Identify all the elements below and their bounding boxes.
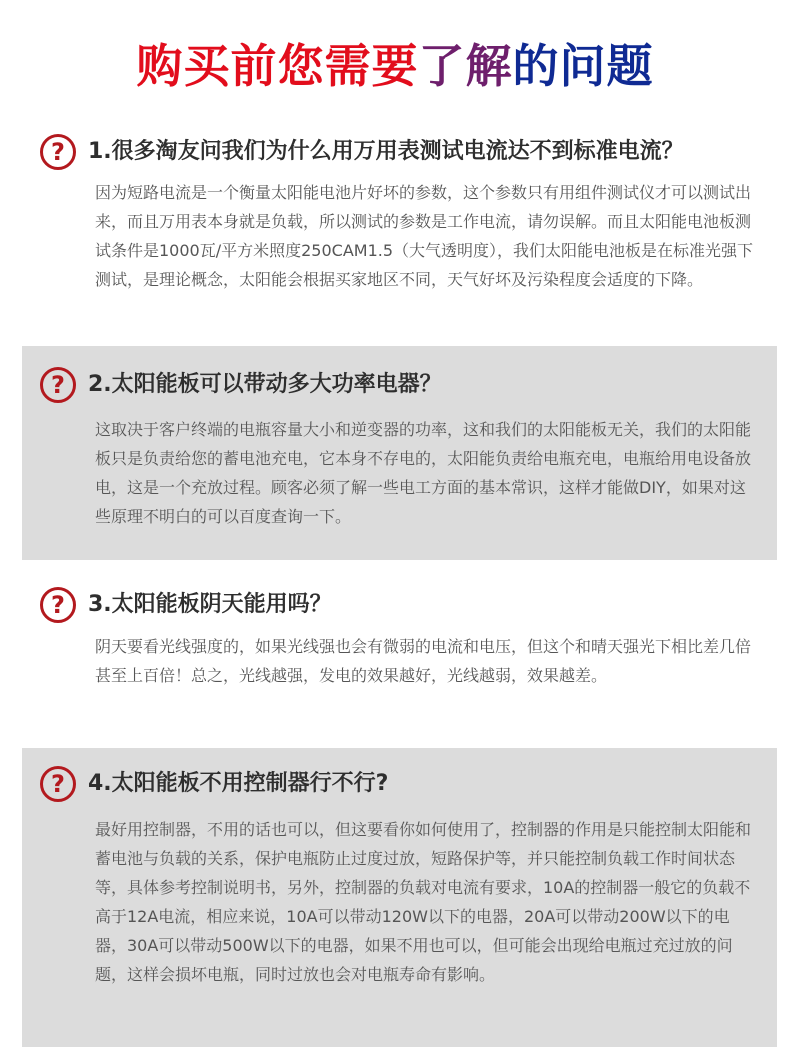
faq-answer-2: 这取决于客户终端的电瓶容量大小和逆变器的功率，这和我们的太阳能板无关，我们的太阳能板只是负责给您的蓄电池充电，它本身不存电的，太阳能负责给电瓶充电，电瓶给用电设备放电，这是一个充放过程。顾客必须了解一些电工方面的基本常识，这样才能做DIY，如果对这些原理不明白的可以百度查询一下。 bbox=[95, 420, 752, 526]
question-circle-icon: ? bbox=[40, 367, 76, 403]
faq-item-4 bbox=[22, 748, 777, 1047]
faq-question-1: 1.很多淘友问我们为什么用万用表测试电流达不到标准电流？ bbox=[88, 139, 684, 164]
faq-item-2 bbox=[22, 346, 777, 560]
faq-answer-1: 因为短路电流是一个衡量太阳能电池片好坏的参数，这个参数只有用组件测试仪才可以测试出来，而且万用表本身就是负载，所以测试的参数是工作电流，请勿误解。而且太阳能电池板测试条件是1000瓦/平方米照度250CAM1.5（大气透明度），我们太阳能电池板是在标准光强下测试，是理论概念，太阳能会根据买家地区不同，天气好坏及污染程度会适度的下降。 bbox=[95, 183, 754, 289]
faq-answer-3: 阴天要看光线强度的，如果光线强也会有微弱的电流和电压，但这个和晴天强光下相比差几倍甚至上百倍！总之，光线越强，发电的效果越好，光线越弱，效果越差。 bbox=[95, 637, 752, 685]
page-title-part-1: 购买前您需要 bbox=[136, 39, 419, 93]
faq-item-1 bbox=[22, 120, 777, 338]
page-title bbox=[0, 34, 790, 98]
faq-question-3: 3.太阳能板阴天能用吗？ bbox=[88, 592, 332, 617]
page-title-part-3: 的问题 bbox=[512, 39, 654, 93]
faq-question-4: 4.太阳能板不用控制器行不行? bbox=[88, 771, 389, 796]
question-circle-icon: ? bbox=[40, 766, 76, 802]
faq-answer-4: 最好用控制器，不用的话也可以，但这要看你如何使用了，控制器的作用是只能控制太阳能和蓄电池与负载的关系，保护电瓶防止过度过放，短路保护等，并只能控制负载工作时间状态等，具体参考控制说明书，另外，控制器的负载对电流有要求，10A的控制器一般它的负载不高于12A电流，相应来说，10A可以带动120W以下的电器，20A可以带动200W以下的电器，30A可以带动500W以下的电器，如果不用也可以，但可能会出现给电瓶过充过放的问题，这样会损坏电瓶，同时过放也会对电瓶寿命有影响。 bbox=[95, 820, 752, 984]
faq-item-3 bbox=[22, 568, 777, 740]
question-circle-icon: ? bbox=[40, 134, 76, 170]
question-circle-icon: ? bbox=[40, 587, 76, 623]
page-title-part-2: 了解 bbox=[418, 39, 513, 93]
faq-question-2: 2.太阳能板可以带动多大功率电器？ bbox=[88, 372, 442, 397]
